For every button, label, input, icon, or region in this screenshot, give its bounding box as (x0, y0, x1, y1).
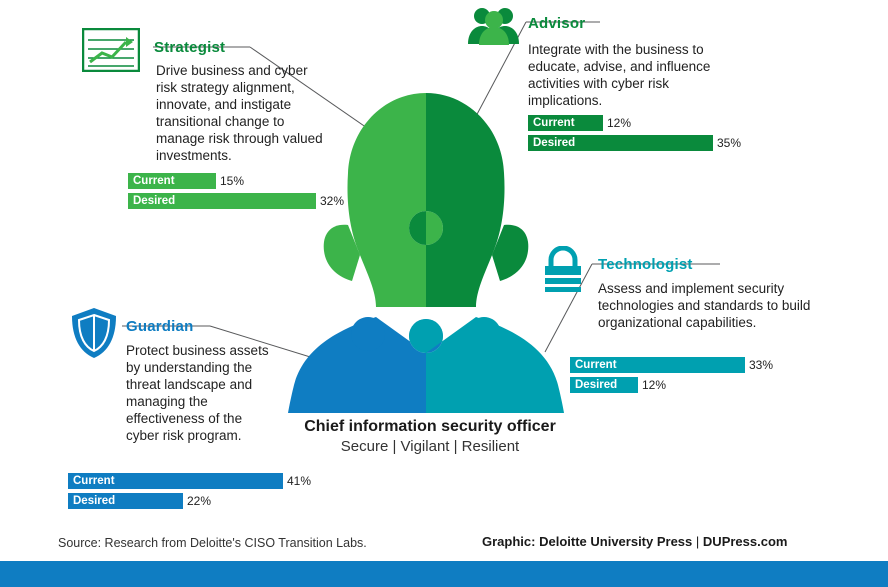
bars-guardian (68, 472, 338, 512)
bar-value-current: 41% (287, 473, 312, 488)
page-title: Chief information security officer (304, 418, 556, 435)
puzzle-piece-technologist (409, 317, 564, 413)
bar-label-desired: Desired (128, 193, 316, 209)
bar-row-desired (128, 192, 345, 209)
bar-row-current (68, 472, 338, 489)
bar-label-current: Current (570, 357, 745, 373)
lock-icon (540, 246, 586, 294)
role-title-technologist: Technologist (598, 256, 693, 273)
graphic-credit (482, 534, 787, 549)
bar-value-current: 15% (220, 173, 245, 188)
bar-value-desired: 32% (320, 193, 345, 208)
role-description-strategist: Drive business and cyber risk strategy alignment, innovate, and instigate transitional change to manage risk through valued investments. (156, 63, 323, 163)
bar-row-desired (570, 376, 820, 393)
bar-value-desired: 22% (187, 493, 212, 508)
credit-organization: Deloitte University Press (539, 534, 693, 549)
center-subtitle: Secure | Vigilant | Resilient (340, 438, 520, 455)
footer-accent-bar (0, 561, 888, 587)
bar-row-current (528, 114, 758, 131)
bar-label-current: Current (528, 115, 603, 131)
bar-label-desired: Desired (570, 377, 638, 393)
puzzle-piece-advisor (409, 93, 528, 307)
bar-label-current: Current (128, 173, 216, 189)
bars-technologist (570, 356, 820, 396)
credit-label: Graphic: (482, 534, 536, 549)
bar-label-desired: Desired (528, 135, 713, 151)
bar-row-desired (528, 134, 758, 151)
footer (0, 522, 888, 587)
bar-label-desired: Desired (68, 493, 183, 509)
bar-value-desired: 35% (717, 135, 742, 150)
bar-row-desired (68, 492, 338, 509)
people-icon (466, 4, 522, 46)
bar-row-current (128, 172, 328, 189)
credit-separator: | (695, 534, 700, 549)
role-description-advisor: Integrate with the business to educate, advise, and influence activities with cyber risk implications. (528, 42, 711, 108)
role-title-guardian: Guardian (126, 318, 194, 335)
bar-value-current: 12% (607, 115, 632, 130)
bar-value-current: 33% (749, 357, 774, 372)
role-description-guardian: Protect business assets by understanding the threat landscape and managing the effectiveness of the cyber risk program. (126, 343, 269, 443)
shield-icon (70, 306, 118, 360)
line-chart-icon (82, 28, 140, 72)
bar-value-desired: 12% (642, 377, 667, 392)
source-note: Source: Research from Deloitte's CISO Transition Labs. (58, 536, 367, 550)
role-title-advisor: Advisor (528, 15, 586, 32)
bar-label-current: Current (68, 473, 283, 489)
bars-strategist (128, 172, 345, 212)
center-caption (220, 418, 640, 455)
credit-website[interactable]: DUPress.com (702, 534, 788, 549)
role-title-strategist: Strategist (154, 39, 226, 56)
role-description-technologist: Assess and implement security technologies and standards to build organizational capabilities. (598, 281, 811, 330)
bars-advisor (528, 114, 758, 154)
bar-row-current (570, 356, 820, 373)
